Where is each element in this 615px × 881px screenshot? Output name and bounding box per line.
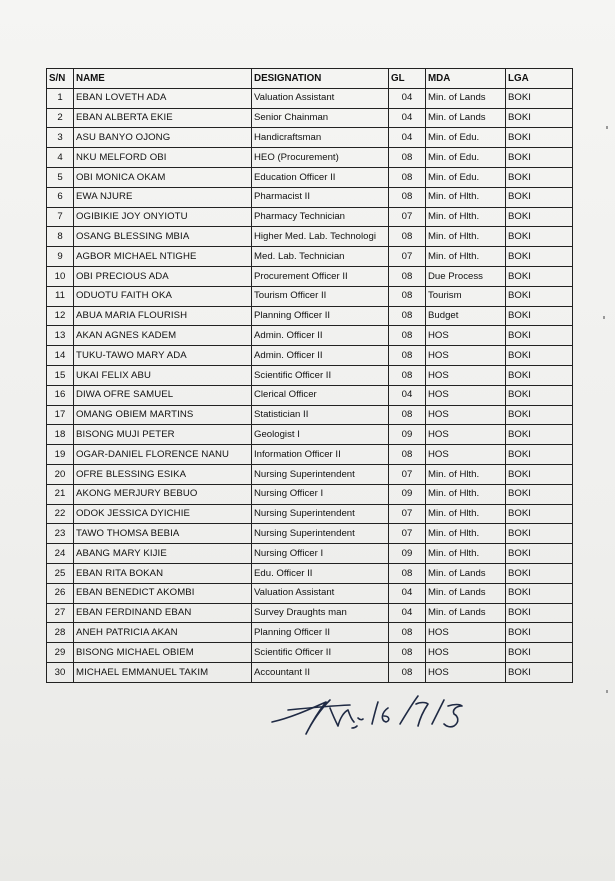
cell-gl: 08 [389,306,426,326]
cell-designation: Procurement Officer II [252,266,389,286]
table-row [47,603,573,623]
cell-gl: 04 [389,385,426,405]
cell-gl: 07 [389,207,426,227]
cell-designation: Planning Officer II [252,623,389,643]
table-row [47,88,573,108]
header-designation: DESIGNATION [252,69,389,89]
cell-sn: 21 [47,484,74,504]
header-gl: GL [389,69,426,89]
cell-name: OFRE BLESSING ESIKA [74,464,252,484]
cell-lga: BOKI [506,484,573,504]
cell-lga: BOKI [506,643,573,663]
table-row [47,464,573,484]
table-row [47,662,573,682]
cell-sn: 5 [47,167,74,187]
cell-designation: Nursing Officer I [252,484,389,504]
cell-designation: Handicraftsman [252,128,389,148]
staff-table [46,68,573,683]
table-row [47,365,573,385]
cell-gl: 08 [389,563,426,583]
table-row [47,623,573,643]
cell-name: EBAN LOVETH ADA [74,88,252,108]
table-row [47,108,573,128]
cell-name: EBAN BENEDICT AKOMBI [74,583,252,603]
cell-lga: BOKI [506,227,573,247]
cell-sn: 15 [47,365,74,385]
cell-mda: Min. of Hlth. [426,207,506,227]
cell-name: EBAN FERDINAND EBAN [74,603,252,623]
cell-name: OBI PRECIOUS ADA [74,266,252,286]
cell-name: EWA NJURE [74,187,252,207]
cell-name: AGBOR MICHAEL NTIGHE [74,247,252,267]
cell-name: AKAN AGNES KADEM [74,326,252,346]
cell-gl: 08 [389,365,426,385]
table-row [47,148,573,168]
scan-speck [603,316,605,319]
cell-gl: 08 [389,227,426,247]
cell-name: TAWO THOMSA BEBIA [74,524,252,544]
cell-lga: BOKI [506,504,573,524]
cell-mda: Min. of Lands [426,563,506,583]
cell-sn: 9 [47,247,74,267]
cell-gl: 07 [389,464,426,484]
cell-designation: Planning Officer II [252,306,389,326]
cell-mda: Min. of Hlth. [426,504,506,524]
cell-designation: Geologist I [252,425,389,445]
cell-sn: 18 [47,425,74,445]
cell-lga: BOKI [506,167,573,187]
table-row [47,286,573,306]
cell-gl: 08 [389,266,426,286]
cell-gl: 07 [389,524,426,544]
table-row [47,563,573,583]
table-row [47,484,573,504]
cell-designation: Senior Chainman [252,108,389,128]
table-row [47,346,573,366]
cell-mda: Min. of Hlth. [426,544,506,564]
cell-mda: Min. of Hlth. [426,187,506,207]
cell-sn: 24 [47,544,74,564]
cell-mda: HOS [426,643,506,663]
table-row [47,266,573,286]
cell-gl: 04 [389,603,426,623]
cell-mda: HOS [426,445,506,465]
cell-mda: Due Process [426,266,506,286]
cell-sn: 10 [47,266,74,286]
cell-mda: HOS [426,365,506,385]
cell-sn: 1 [47,88,74,108]
cell-gl: 08 [389,346,426,366]
cell-gl: 08 [389,445,426,465]
cell-sn: 20 [47,464,74,484]
cell-sn: 14 [47,346,74,366]
cell-mda: Min. of Hlth. [426,524,506,544]
cell-sn: 22 [47,504,74,524]
cell-mda: Min. of Edu. [426,128,506,148]
cell-sn: 27 [47,603,74,623]
cell-designation: Admin. Officer II [252,346,389,366]
table-row [47,167,573,187]
cell-name: TUKU-TAWO MARY ADA [74,346,252,366]
cell-designation: Pharmacy Technician [252,207,389,227]
cell-mda: Min. of Edu. [426,167,506,187]
cell-sn: 25 [47,563,74,583]
cell-lga: BOKI [506,563,573,583]
cell-mda: Min. of Lands [426,88,506,108]
cell-designation: Education Officer II [252,167,389,187]
cell-mda: HOS [426,346,506,366]
cell-lga: BOKI [506,266,573,286]
cell-sn: 6 [47,187,74,207]
cell-name: ABANG MARY KIJIE [74,544,252,564]
cell-name: ANEH PATRICIA AKAN [74,623,252,643]
cell-gl: 08 [389,187,426,207]
header-mda: MDA [426,69,506,89]
scan-speck [606,126,608,129]
cell-name: OGIBIKIE JOY ONYIOTU [74,207,252,227]
cell-name: BISONG MICHAEL OBIEM [74,643,252,663]
cell-gl: 09 [389,544,426,564]
cell-gl: 08 [389,286,426,306]
cell-lga: BOKI [506,425,573,445]
header-name: NAME [74,69,252,89]
cell-gl: 07 [389,247,426,267]
cell-lga: BOKI [506,365,573,385]
cell-name: UKAI FELIX ABU [74,365,252,385]
cell-lga: BOKI [506,662,573,682]
table-row [47,544,573,564]
cell-mda: HOS [426,385,506,405]
cell-gl: 08 [389,623,426,643]
cell-designation: Statistician II [252,405,389,425]
table-row [47,306,573,326]
cell-lga: BOKI [506,128,573,148]
cell-name: BISONG MUJI PETER [74,425,252,445]
header-lga: LGA [506,69,573,89]
cell-lga: BOKI [506,524,573,544]
cell-gl: 04 [389,108,426,128]
cell-sn: 4 [47,148,74,168]
cell-designation: Scientific Officer II [252,643,389,663]
cell-designation: Higher Med. Lab. Technologi [252,227,389,247]
cell-name: EBAN ALBERTA EKIE [74,108,252,128]
cell-lga: BOKI [506,385,573,405]
cell-mda: HOS [426,662,506,682]
table-row [47,583,573,603]
cell-lga: BOKI [506,207,573,227]
table-row [47,504,573,524]
cell-mda: HOS [426,425,506,445]
cell-gl: 07 [389,504,426,524]
cell-gl: 09 [389,484,426,504]
cell-name: MICHAEL EMMANUEL TAKIM [74,662,252,682]
cell-mda: Min. of Hlth. [426,227,506,247]
cell-lga: BOKI [506,187,573,207]
cell-mda: Budget [426,306,506,326]
cell-mda: Min. of Lands [426,108,506,128]
cell-lga: BOKI [506,88,573,108]
cell-mda: HOS [426,326,506,346]
table-row [47,187,573,207]
cell-sn: 16 [47,385,74,405]
cell-mda: Min. of Edu. [426,148,506,168]
cell-lga: BOKI [506,623,573,643]
cell-sn: 19 [47,445,74,465]
cell-lga: BOKI [506,306,573,326]
table-row [47,385,573,405]
cell-name: AKONG MERJURY BEBUO [74,484,252,504]
handwritten-signature [268,688,468,744]
cell-designation: Scientific Officer II [252,365,389,385]
cell-lga: BOKI [506,148,573,168]
cell-sn: 7 [47,207,74,227]
cell-lga: BOKI [506,583,573,603]
cell-sn: 17 [47,405,74,425]
cell-mda: Min. of Lands [426,583,506,603]
cell-designation: Valuation Assistant [252,88,389,108]
cell-sn: 29 [47,643,74,663]
cell-gl: 08 [389,326,426,346]
table-row [47,326,573,346]
cell-lga: BOKI [506,405,573,425]
cell-lga: BOKI [506,603,573,623]
cell-designation: Med. Lab. Technician [252,247,389,267]
cell-designation: Pharmacist II [252,187,389,207]
table-row [47,643,573,663]
cell-designation: Clerical Officer [252,385,389,405]
cell-name: EBAN RITA BOKAN [74,563,252,583]
cell-lga: BOKI [506,346,573,366]
cell-mda: Min. of Hlth. [426,464,506,484]
cell-name: OSANG BLESSING MBIA [74,227,252,247]
table-header-row [47,69,573,89]
cell-gl: 04 [389,128,426,148]
cell-name: OMANG OBIEM MARTINS [74,405,252,425]
table-row [47,445,573,465]
table-row [47,425,573,445]
cell-name: NKU MELFORD OBI [74,148,252,168]
cell-designation: Valuation Assistant [252,583,389,603]
cell-sn: 11 [47,286,74,306]
cell-lga: BOKI [506,464,573,484]
table-row [47,227,573,247]
cell-designation: Accountant II [252,662,389,682]
cell-designation: Nursing Officer I [252,544,389,564]
cell-designation: Edu. Officer II [252,563,389,583]
cell-name: ODOK JESSICA DYICHIE [74,504,252,524]
cell-gl: 08 [389,148,426,168]
table-row [47,405,573,425]
header-sn: S/N [47,69,74,89]
cell-sn: 30 [47,662,74,682]
cell-name: ODUOTU FAITH OKA [74,286,252,306]
cell-sn: 23 [47,524,74,544]
cell-lga: BOKI [506,544,573,564]
cell-designation: HEO (Procurement) [252,148,389,168]
cell-lga: BOKI [506,286,573,306]
scan-speck [606,690,608,693]
cell-lga: BOKI [506,445,573,465]
cell-mda: Min. of Hlth. [426,247,506,267]
cell-mda: HOS [426,623,506,643]
cell-mda: Min. of Hlth. [426,484,506,504]
cell-designation: Survey Draughts man [252,603,389,623]
cell-gl: 04 [389,583,426,603]
cell-designation: Admin. Officer II [252,326,389,346]
cell-sn: 3 [47,128,74,148]
cell-sn: 13 [47,326,74,346]
table-row [47,524,573,544]
cell-name: OBI MONICA OKAM [74,167,252,187]
cell-lga: BOKI [506,326,573,346]
cell-gl: 09 [389,425,426,445]
cell-gl: 08 [389,643,426,663]
cell-lga: BOKI [506,247,573,267]
cell-designation: Information Officer II [252,445,389,465]
cell-designation: Nursing Superintendent [252,504,389,524]
cell-mda: HOS [426,405,506,425]
cell-gl: 04 [389,88,426,108]
table-body [47,88,573,682]
cell-designation: Nursing Superintendent [252,524,389,544]
cell-mda: Tourism [426,286,506,306]
cell-name: DIWA OFRE SAMUEL [74,385,252,405]
table-row [47,247,573,267]
cell-sn: 28 [47,623,74,643]
cell-lga: BOKI [506,108,573,128]
cell-sn: 12 [47,306,74,326]
cell-sn: 26 [47,583,74,603]
table-row [47,128,573,148]
cell-gl: 08 [389,405,426,425]
cell-name: OGAR-DANIEL FLORENCE NANU [74,445,252,465]
cell-designation: Tourism Officer II [252,286,389,306]
cell-name: ASU BANYO OJONG [74,128,252,148]
cell-name: ABUA MARIA FLOURISH [74,306,252,326]
cell-gl: 08 [389,167,426,187]
cell-sn: 2 [47,108,74,128]
cell-gl: 08 [389,662,426,682]
cell-sn: 8 [47,227,74,247]
cell-mda: Min. of Lands [426,603,506,623]
table-row [47,207,573,227]
cell-designation: Nursing Superintendent [252,464,389,484]
